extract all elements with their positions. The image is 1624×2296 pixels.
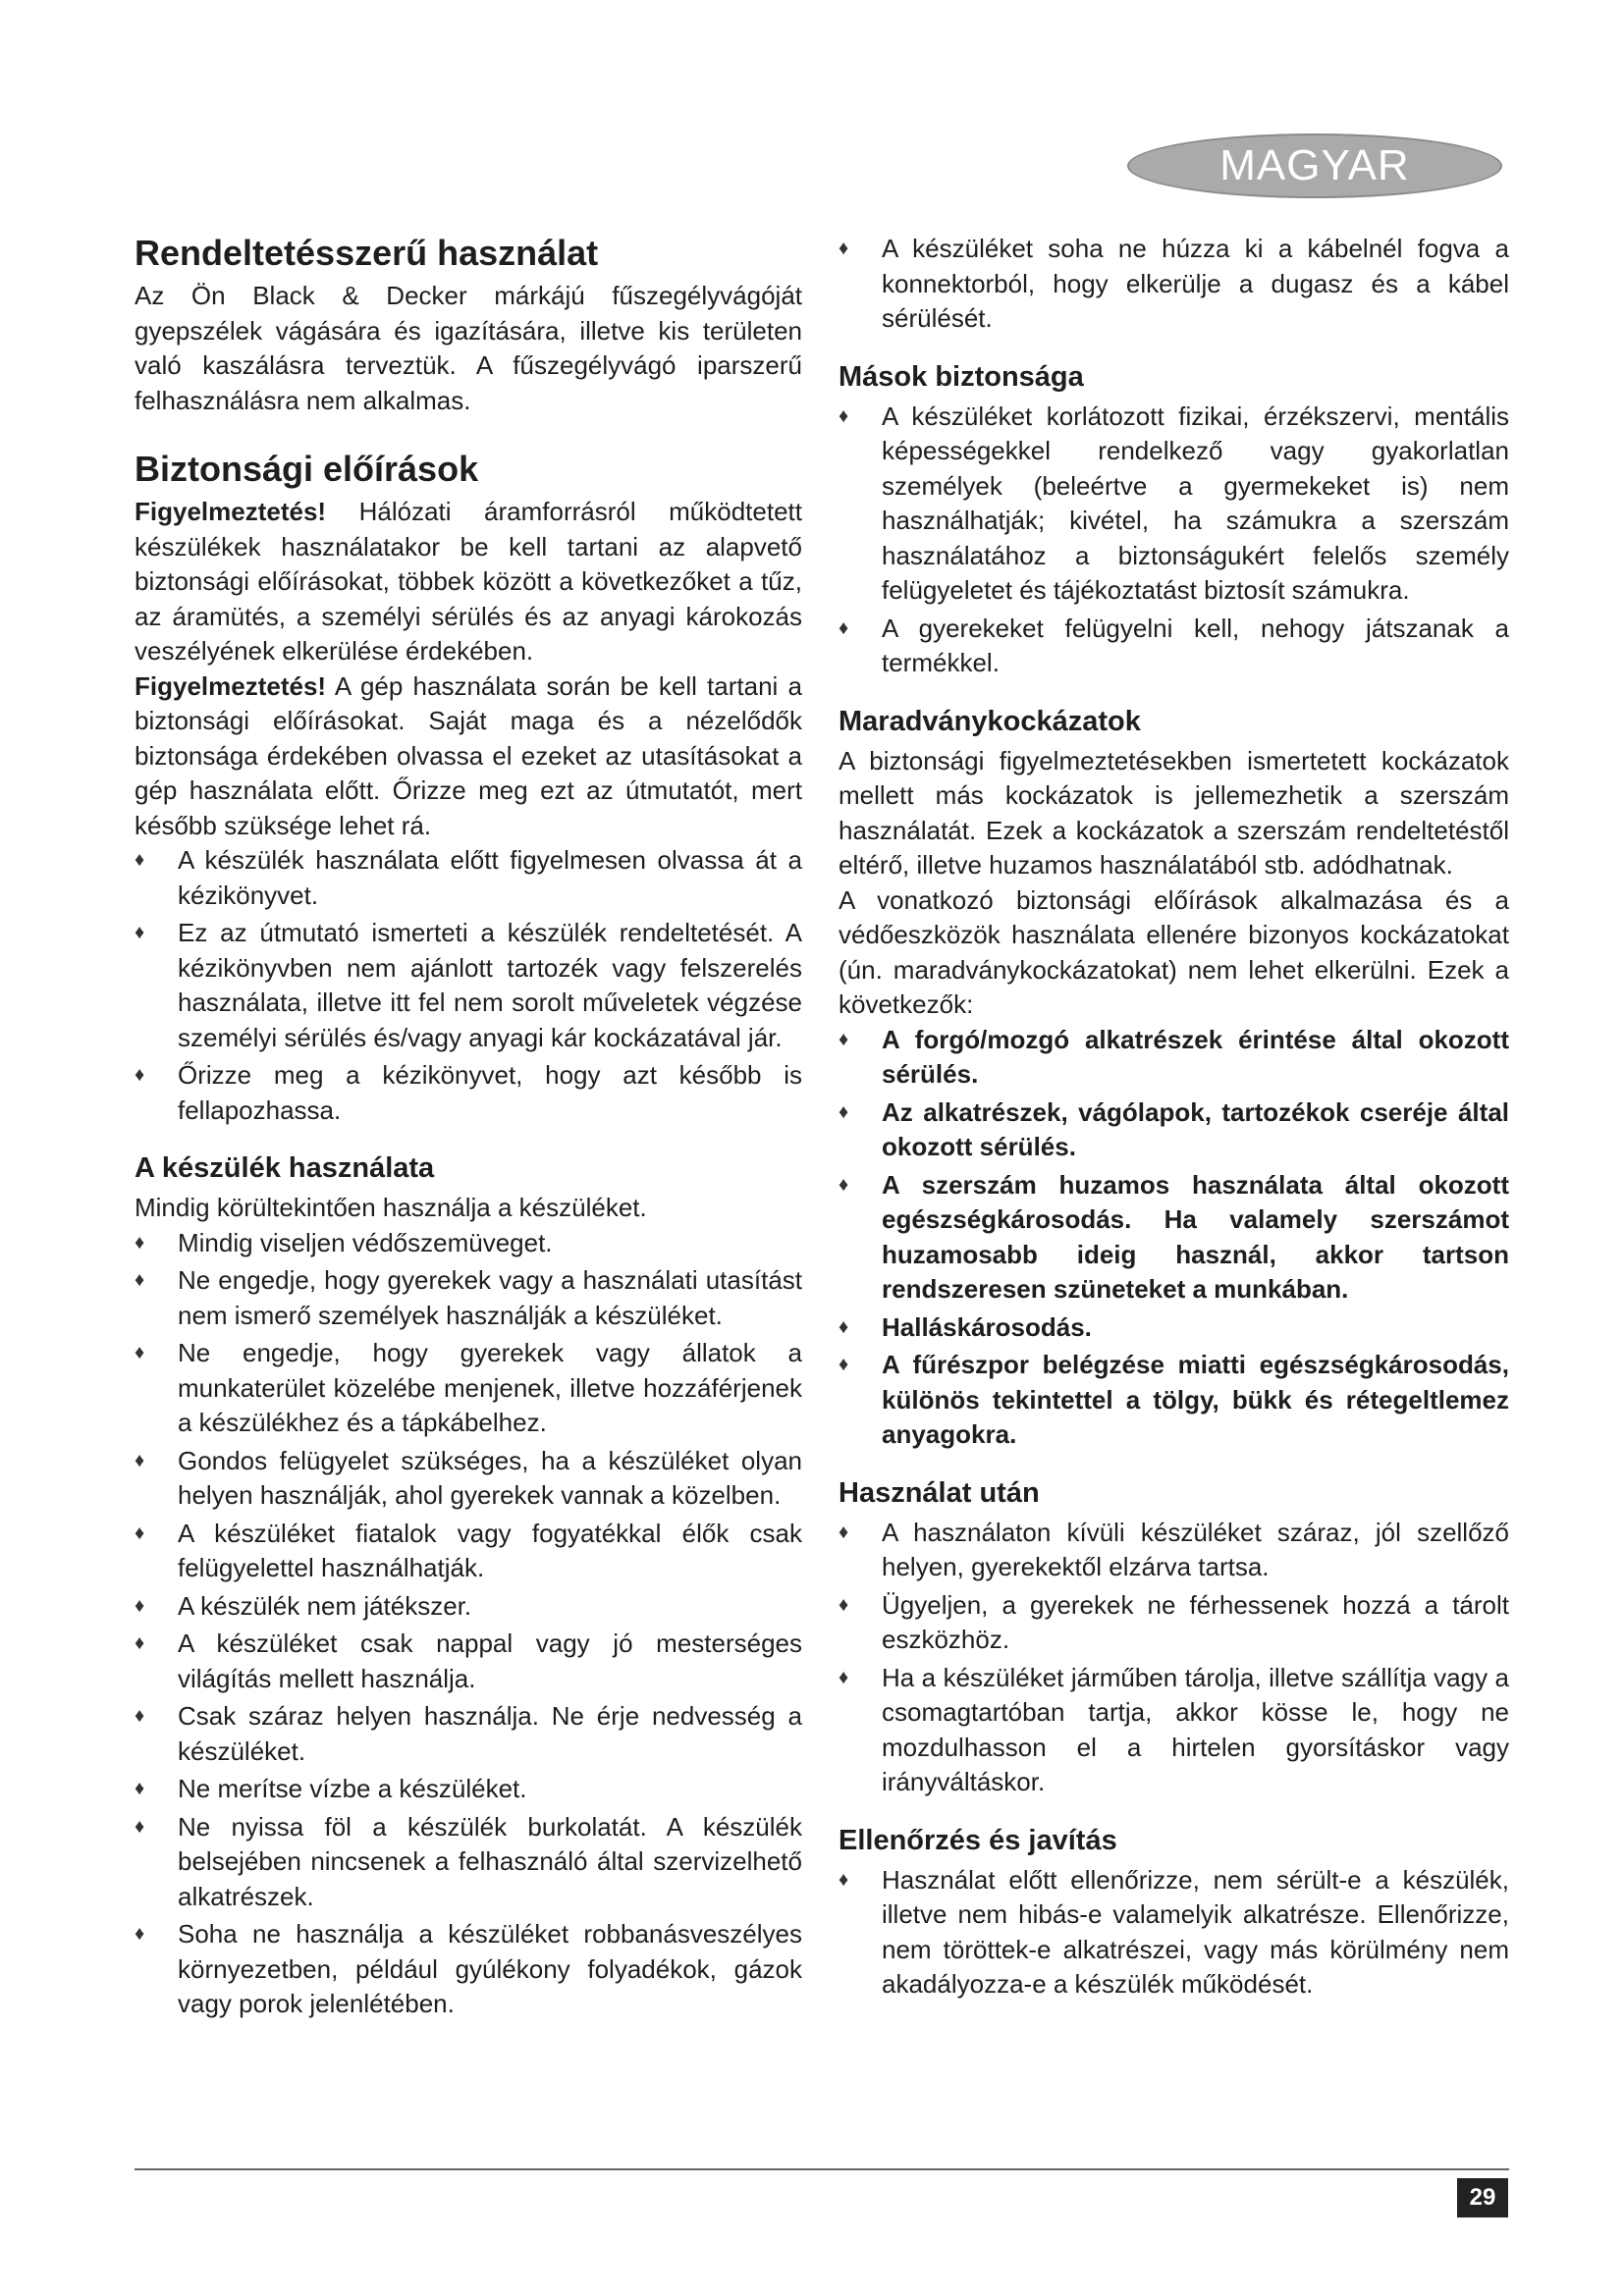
usage-intro: Mindig körültekintően használja a készüléket. xyxy=(135,1193,647,1222)
inspection-list xyxy=(839,1863,1509,2002)
safety-bullet-list xyxy=(135,843,802,1128)
inspection-heading: Ellenőrzés és javítás xyxy=(839,1824,1117,1856)
intended-use-heading: Rendeltetésszerű használat xyxy=(135,233,599,273)
list-item: ♦ Ügyeljen, a gyerekek ne férhessenek hozzá a tárolt eszközhöz. xyxy=(839,1588,1509,1658)
language-badge xyxy=(1127,133,1502,198)
right-column xyxy=(839,232,1509,2005)
list-item: ♦ Ne merítse vízbe a készüléket. xyxy=(135,1772,802,1807)
residual-risks-list xyxy=(839,1023,1509,1453)
residual-risks-text-1: A biztonsági figyelmeztetésekben ismertetett kockázatok mellett más kockázatok is jellemezhetik a szerszám használatát. Ezek a kockázatok a szerszám rendeltetéstől eltérő, illetve huzamos használatából stb. adódhatnak. xyxy=(839,745,1509,880)
list-item: ♦ Soha ne használja a készüléket robbanásveszélyes környezetben, például gyúlékony folyadékok, gázok vagy porok jelenlétében. xyxy=(135,1917,802,2022)
others-safety-list xyxy=(839,400,1509,681)
list-item: ♦ A gyerekeket felügyelni kell, nehogy játszanak a termékkel. xyxy=(839,612,1509,681)
list-item: ♦ Az alkatrészek, vágólapok, tartozékok cseréje által okozott sérülés. xyxy=(839,1095,1509,1165)
list-item: ♦ A fűrészpor belégzése miatti egészségkárosodás, különös tekintettel a tölgy, bükk és rétegeltlemez anyagokra. xyxy=(839,1348,1509,1453)
list-item: ♦ Halláskárosodás. xyxy=(839,1310,1509,1346)
list-item: ♦ A forgó/mozgó alkatrészek érintése által okozott sérülés. xyxy=(839,1023,1509,1093)
top-bullet-list xyxy=(839,232,1509,337)
list-item: ♦ Ne engedje, hogy gyerekek vagy a használati utasítást nem ismerő személyek használják a készüléket. xyxy=(135,1263,802,1333)
list-item: ♦ A készülék nem játékszer. xyxy=(135,1589,802,1625)
warning-label-2: Figyelmeztetés! xyxy=(135,670,327,701)
page-number: 29 xyxy=(1457,2178,1508,2217)
footer-divider xyxy=(135,2168,1509,2170)
list-item: ♦ Ne nyissa föl a készülék burkolatát. A készülék belsejében nincsenek a felhasználó által szervizelhető alkatrészek. xyxy=(135,1810,802,1915)
list-item: ♦ Csak száraz helyen használja. Ne érje nedvesség a készüléket. xyxy=(135,1699,802,1769)
list-item: ♦ A készüléket soha ne húzza ki a kábelnél fogva a konnektorból, hogy elkerülje a dugasz és a kábel sérülését. xyxy=(839,232,1509,337)
list-item: ♦ A készüléket fiatalok vagy fogyatékkal élők csak felügyelettel használhatják. xyxy=(135,1517,802,1586)
warning-paragraph-1 xyxy=(135,495,802,669)
safety-heading: Biztonsági előírások xyxy=(135,449,479,489)
left-column xyxy=(135,232,802,2025)
residual-risks-heading: Maradványkockázatok xyxy=(839,705,1141,737)
list-item: ♦ A készüléket csak nappal vagy jó mesterséges világítás mellett használja. xyxy=(135,1627,802,1696)
list-item: ♦ A készüléket korlátozott fizikai, érzékszervi, mentális képességekkel rendelkező vagy gyakorlatlan személyek (beleértve a gyermekeket is) nem használhatják; kivétel, ha számukra a szerszám használatához a biztonságukért felelős személy felügyeletet és tájékoztatást biztosít számukra. xyxy=(839,400,1509,609)
usage-bullet-list xyxy=(135,1226,802,2022)
list-item: ♦ Használat előtt ellenőrizze, nem sérült-e a készülék, illetve nem hibás-e valamelyik alkatrésze. Ellenőrizze, nem töröttek-e alkatrészei, vagy más körülmény nem akadályozza-e a készülék működését. xyxy=(839,1863,1509,2002)
list-item: ♦ Mindig viseljen védőszemüveget. xyxy=(135,1226,802,1261)
list-item: ♦ A használaton kívüli készüléket száraz, jól szellőző helyen, gyerekektől elzárva tartsa. xyxy=(839,1516,1509,1585)
after-use-list xyxy=(839,1516,1509,1800)
list-item: ♦ A szerszám huzamos használata által okozott egészségkárosodás. Ha valamely szerszámot huzamosabb ideig használ, akkor tartson rendszeresen szüneteket a munkában. xyxy=(839,1168,1509,1308)
others-safety-heading: Mások biztonsága xyxy=(839,360,1084,393)
language-label: MAGYAR xyxy=(1219,141,1410,189)
residual-risks-text-2: A vonatkozó biztonsági előírások alkalmazása és a védőeszközök használata ellenére bizonyos kockázatokat (ún. maradványkockázatokat) nem lehet elkerülni. Ezek a következők: xyxy=(839,884,1509,1019)
list-item: ♦ Ez az útmutató ismerteti a készülék rendeltetését. A kézikönyvben nem ajánlott tartozék vagy felszerelés használata, illetve itt fel nem sorolt műveletek végzése személyi sérülés és/vagy anyagi kár kockázatával jár. xyxy=(135,916,802,1055)
after-use-heading: Használat után xyxy=(839,1476,1040,1509)
warning-text-1: Hálózati áramforrásról működtetett készülékek használatakor be kell tartani az alapvető biztonsági előírásokat, többek között a következőket a tűz, az áramütés, a személyi sérülés és az anyagi károkozás veszélyének elkerülése érdekében. xyxy=(135,497,802,666)
warning-text-2: A gép használata során be kell tartani a biztonsági előírásokat. Saját maga és a nézelődők biztonsága érdekében olvassa el ezeket az utasításokat a gép használata előtt. Őrizze meg ezt az útmutatót, mert később szüksége lehet rá. xyxy=(135,670,802,840)
warning-label-1: Figyelmeztetés! xyxy=(135,497,327,526)
list-item: ♦ Gondos felügyelet szükséges, ha a készüléket olyan helyen használják, ahol gyerekek vannak a közelben. xyxy=(135,1444,802,1514)
list-item: ♦ A készülék használata előtt figyelmesen olvassa át a kézikönyvet. xyxy=(135,843,802,913)
list-item: ♦ Őrizze meg a kézikönyvet, hogy azt később is fellapozhassa. xyxy=(135,1058,802,1128)
list-item: ♦ Ne engedje, hogy gyerekek vagy állatok a munkaterület közelébe menjenek, illetve hozzáférjenek a készülékhez és a tápkábelhez. xyxy=(135,1336,802,1441)
list-item: ♦ Ha a készüléket járműben tárolja, illetve szállítja vagy a csomagtartóban tartja, akkor kösse le, hogy ne mozdulhasson el a hirtelen gyorsításkor vagy irányváltáskor. xyxy=(839,1661,1509,1800)
intended-use-text: Az Ön Black & Decker márkájú fűszegélyvágóját gyepszélek vágására és igazítására, illetve kis területen való kaszálásra terveztük. A fűszegélyvágó iparszerű felhasználásra nem alkalmas. xyxy=(135,281,802,415)
warning-paragraph-2 xyxy=(135,669,802,844)
usage-heading: A készülék használata xyxy=(135,1152,435,1184)
